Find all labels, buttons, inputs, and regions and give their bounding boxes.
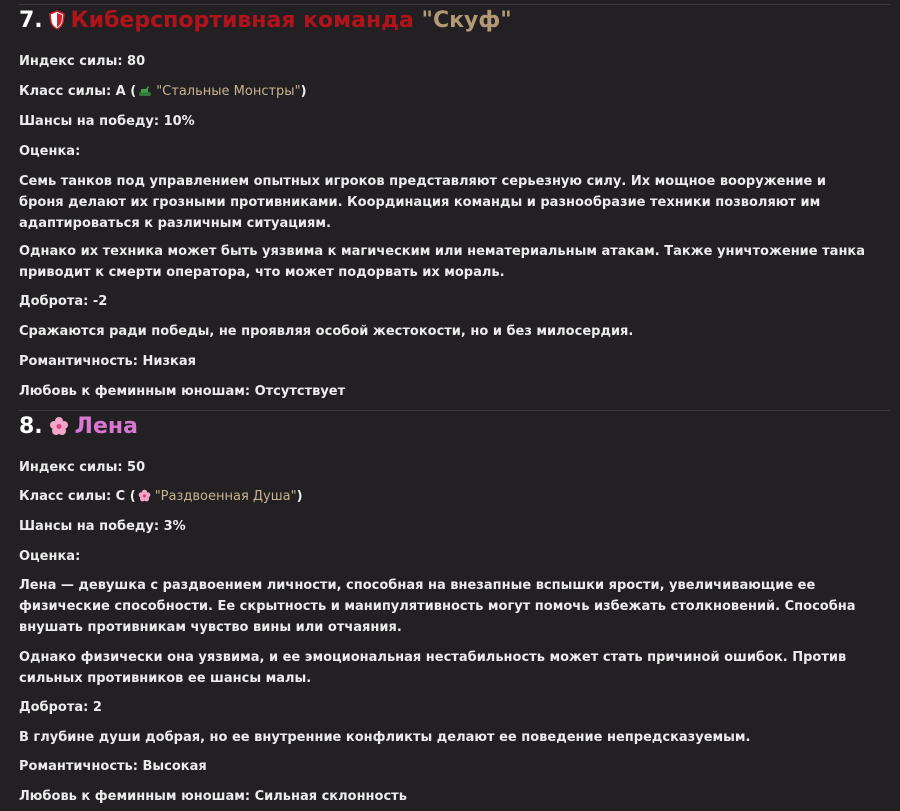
- win-chance: Шансы на победу: 3%: [19, 519, 186, 534]
- kindness-description: В глубине души добрая, но ее внутренние конфликты делают ее поведение непредсказуемым.: [19, 730, 751, 745]
- power-class-link[interactable]: "Раздвоенная Душа": [154, 489, 297, 504]
- power-class-prefix: Класс силы: С (: [19, 489, 136, 504]
- power-class: [19, 81, 879, 104]
- entry-heading: [19, 6, 512, 39]
- romance: Романтичность: Низкая: [19, 354, 196, 369]
- power-class-link[interactable]: "Стальные Монстры": [156, 84, 301, 99]
- power-class-prefix: Класс силы: А (: [19, 84, 137, 99]
- femboy-love: Любовь к феминным юношам: Сильная склонность: [19, 789, 407, 804]
- rating-label: Оценка:: [19, 549, 81, 564]
- kindness: Доброта: -2: [19, 294, 108, 309]
- rating-paragraph-1: Семь танков под управлением опытных игроков представляют серьезную силу. Их мощное вооружение и броня делают их грозными противниками. Координация команды и разнообразие техники позволяют им адаптироваться к различным ситуациям.: [19, 174, 826, 231]
- femboy-love: Любовь к феминным юношам: Отсутствует: [19, 384, 346, 399]
- section-divider: [18, 410, 890, 411]
- entry-heading: [19, 412, 138, 445]
- entry-number: 8.: [19, 414, 43, 439]
- rating-paragraph-2: Однако физически она уязвима, и ее эмоциональная нестабильность может стать причиной ошибок. Против сильных противников ее шансы малы.: [19, 650, 847, 686]
- flower-icon: [49, 415, 69, 445]
- power-class: [19, 486, 879, 509]
- kindness-description: Сражаются ради победы, не проявляя особой жестокости, но и без милосердия.: [19, 324, 634, 339]
- entry-title-quote: "Скуф": [421, 8, 512, 33]
- tank-icon: [138, 83, 152, 104]
- kindness: Доброта: 2: [19, 700, 102, 715]
- entry-title-main: Киберспортивная команда: [70, 8, 414, 33]
- rating-label: Оценка:: [19, 144, 81, 159]
- power-index: Индекс силы: 50: [19, 460, 146, 475]
- entry-number: 7.: [19, 8, 43, 33]
- entry-title-main: Лена: [74, 414, 138, 439]
- shield-icon: [49, 9, 65, 39]
- win-chance: Шансы на победу: 10%: [19, 114, 195, 129]
- rating-paragraph-2: Однако их техника может быть уязвима к магическим или нематериальным атакам. Также уничтожение танка приводит к смерти оператора, что может подорвать их мораль.: [19, 244, 866, 280]
- romance: Романтичность: Высокая: [19, 759, 207, 774]
- rating-paragraph-1: Лена — девушка с раздвоением личности, способная на внезапные вспышки ярости, увеличивающие ее физические способности. Ее скрытность и манипулятивность могут помочь избежать столкновений. Способна внушать противникам чувство вины или отчаяния.: [19, 578, 856, 635]
- power-class-suffix: ): [296, 489, 303, 504]
- power-index: Индекс силы: 80: [19, 54, 146, 69]
- flower-icon: [138, 488, 151, 509]
- power-class-suffix: ): [300, 84, 307, 99]
- section-divider: [18, 4, 890, 5]
